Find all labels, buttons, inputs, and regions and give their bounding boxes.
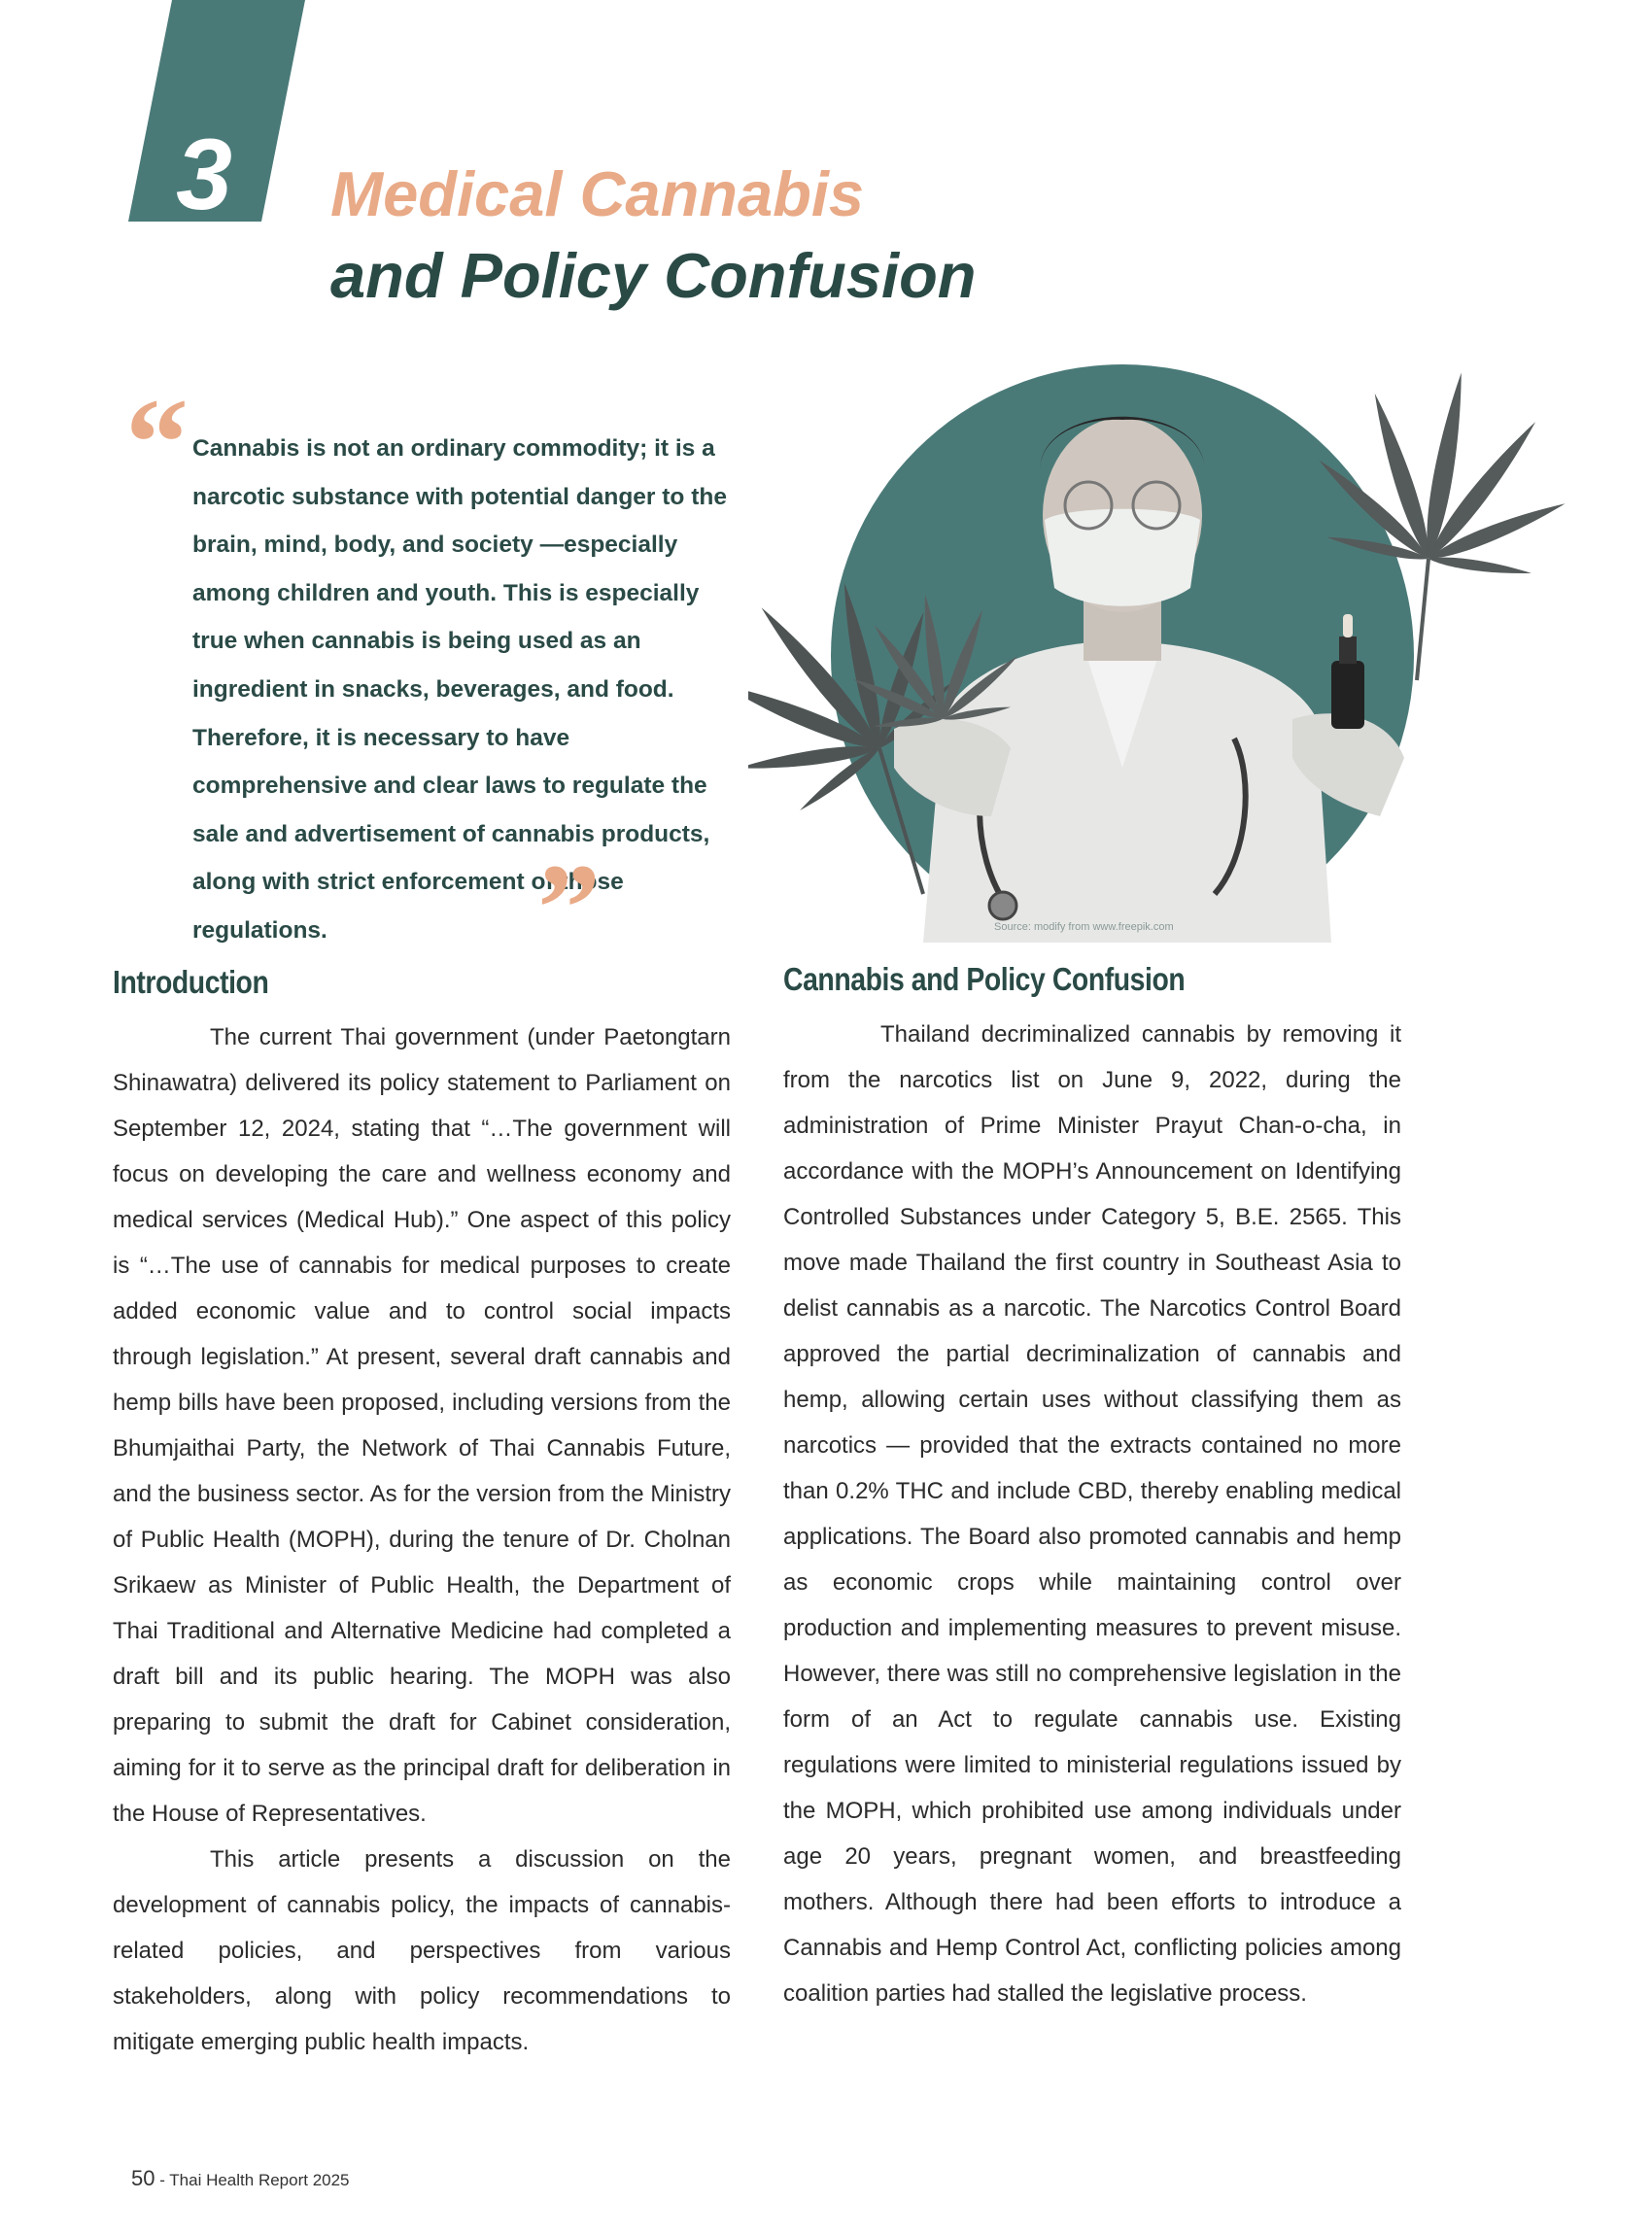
introduction-paragraph: The current Thai government (under Paetongtarn Shinawatra) delivered its policy statement to Parliament on September 12, 2024, stating that “…The government will focus on developing the care and wellness economy and medical services (Medical Hub).” One aspect of this policy is “…The use of cannabis for medical purposes to create added economic value and to control social impacts through legislation.” At present, several draft cannabis and hemp bills have been proposed, including versions from the Bhumjaithai Party, the Network of Thai Cannabis Future, and the business sector. As for the version from the Ministry of Public Health (MOPH), during the tenure of Dr. Cholnan Srikaew as Minister of Public Health, the Department of Thai Traditional and Alternative Medicine had completed a draft bill and its public hearing. The MOPH was also preparing to submit the draft for Cabinet consideration, aiming for it to serve as the principal draft for deliberation in the House of Representatives. — [113, 1024, 731, 1827]
image-source-caption: Source: modify from www.freepik.com — [994, 921, 1174, 933]
introduction-heading: Introduction — [113, 964, 269, 1000]
pull-quote — [121, 373, 753, 947]
page-footer — [131, 2166, 350, 2191]
title-line-2: and Policy Confusion — [330, 240, 977, 311]
page-number: 50 — [131, 2166, 155, 2190]
doctor-cannabis-illustration — [748, 311, 1652, 943]
policy-confusion-paragraph: Thailand decriminalized cannabis by removing it from the narcotics list on June 9, 2022, during the administration of Prime Minister Prayut Chan-o-cha, in accordance with the MOPH’s Announcement on Identifying Controlled Substances under Category 5, B.E. 2565. This move made Thailand the first country in Southeast Asia to delist cannabis as a narcotic. The Narcotics Control Board approved the partial decriminalization of cannabis and hemp, allowing certain uses without classifying them as narcotics — provided that the extracts contained no more than 0.2% THC and include CBD, thereby enabling medical applications. The Board also promoted cannabis and hemp as economic crops while maintaining control over production and implementing measures to prevent misuse. However, there was still no comprehensive legislation in the form of an Act to regulate cannabis use. Existing regulations were limited to ministerial regulations issued by the MOPH, which prohibited use among individuals under age 20 years, pregnant women, and breastfeeding mothers. Although there had been efforts to introduce a Cannabis and Hemp Control Act, conflicting policies among coalition parties had stalled the legislative process. — [783, 1021, 1401, 2007]
pull-quote-text: Cannabis is not an ordinary commodity; it is a narcotic substance with potential danger to the brain, mind, body, and society —especially among children and youth. This is especially true when cannabis is being used as an ingredient in snacks, beverages, and food. Therefore, it is necessary to have comprehensive and clear laws to regulate the sale and advertisement of cannabis products, along with strict enforcement of those regulations. — [192, 435, 727, 944]
close-quote-icon: ” — [537, 839, 601, 979]
policy-confusion-heading: Cannabis and Policy Confusion — [783, 961, 1186, 997]
page-title — [330, 154, 976, 317]
chapter-number: 3 — [176, 119, 232, 231]
open-quote-icon: “ — [125, 373, 189, 513]
policy-confusion-section — [783, 961, 1401, 2016]
introduction-section — [113, 964, 731, 2065]
introduction-paragraph: This article presents a discussion on the development of cannabis policy, the impacts of cannabis-related policies, and perspectives from various stakeholders, along with policy recommendations to mitigate emerging public health impacts. — [113, 1846, 731, 2055]
illustration-graphic — [748, 311, 1652, 943]
title-line-1: Medical Cannabis — [330, 158, 865, 229]
publication-name: - Thai Health Report 2025 — [155, 2171, 350, 2189]
